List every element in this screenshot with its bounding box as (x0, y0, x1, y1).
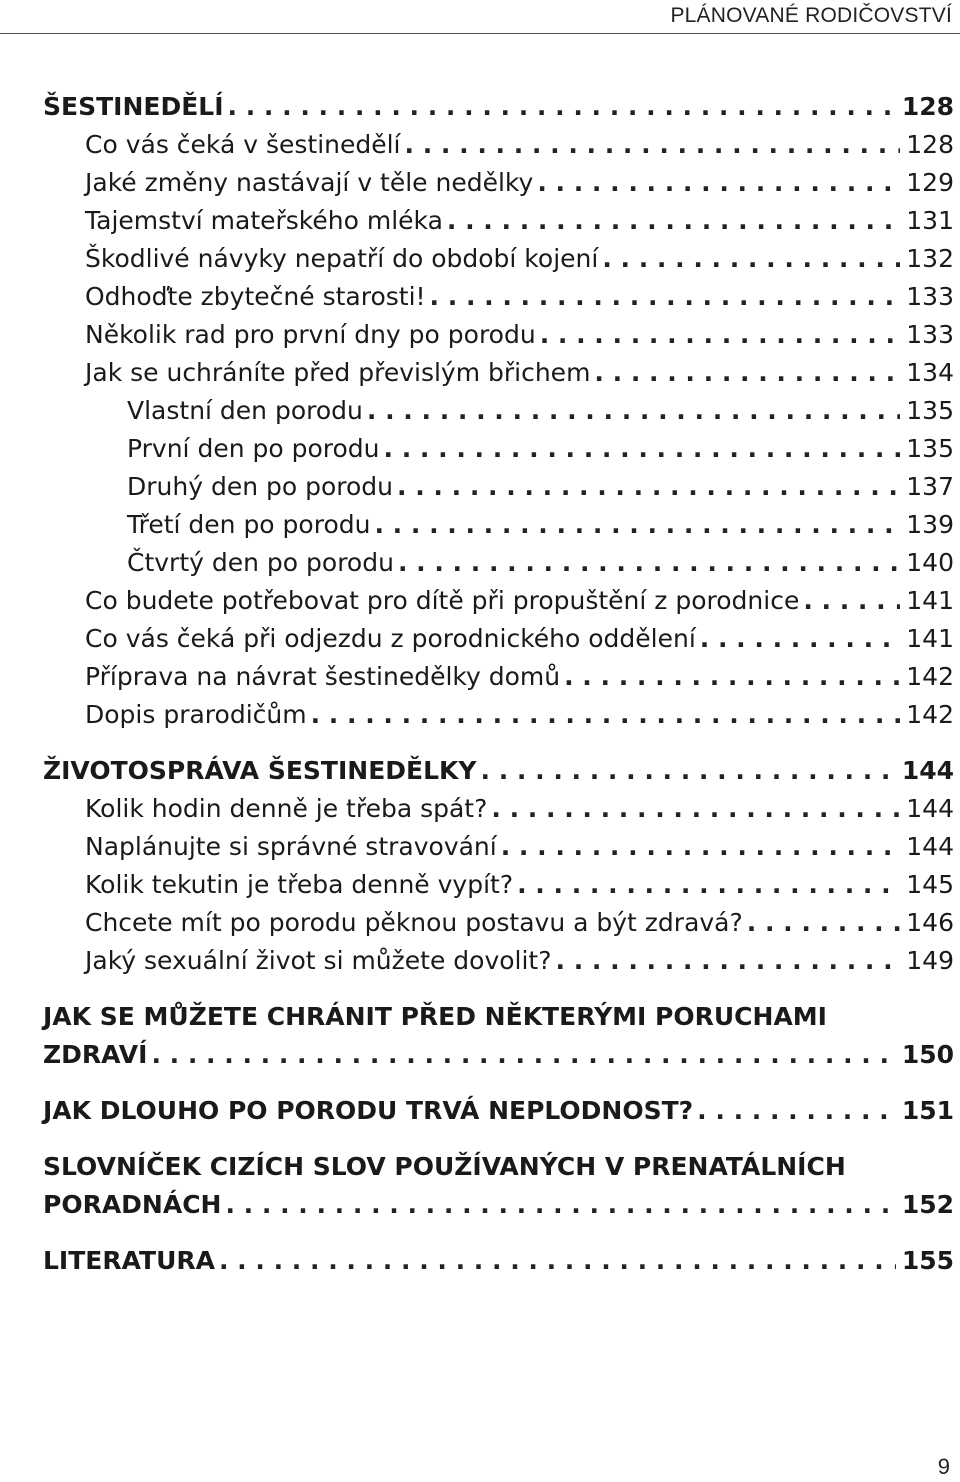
dot-leader (803, 582, 900, 620)
toc-page-number: 131 (906, 206, 954, 235)
toc-entry (0, 582, 960, 620)
toc-entry-title: Odhoďte zbytečné starosti! (85, 282, 426, 311)
toc-entry-title: Třetí den po porodu (127, 510, 371, 539)
toc-page-number: 135 (906, 434, 954, 463)
toc-entry (0, 658, 960, 696)
toc-subentry (0, 392, 960, 430)
toc-entry (0, 696, 960, 734)
toc-page-number: 142 (906, 662, 954, 691)
toc-section-title-line1: JAK SE MŮŽETE CHRÁNIT PŘED NĚKTERÝMI PORUCHAMI (43, 1002, 827, 1031)
toc-page-number: 146 (906, 908, 954, 937)
toc-section-title-block (43, 1148, 954, 1224)
toc-entry-title: Co vás čeká v šestinedělí (85, 130, 401, 159)
toc-page-number: 128 (906, 130, 954, 159)
toc-section-title-line2-row (43, 1186, 954, 1224)
dot-leader (151, 1036, 895, 1074)
toc-page-number: 137 (906, 472, 954, 501)
dot-leader (430, 278, 901, 316)
table-of-contents (0, 88, 960, 1280)
toc-entry-title: Co vás čeká při odjezdu z porodnického oddělení (85, 624, 696, 653)
toc-section-title-line2: PORADNÁCH (43, 1190, 222, 1219)
toc-entry-title: Několik rad pro první dny po porodu (85, 320, 536, 349)
toc-subentry (0, 430, 960, 468)
toc-entry (0, 316, 960, 354)
dot-leader (228, 88, 896, 126)
toc-page-number: 141 (906, 586, 954, 615)
header-rule (0, 33, 960, 34)
dot-leader (374, 506, 900, 544)
toc-entry-title: Jak se uchráníte před převislým břichem (85, 358, 591, 387)
toc-section-heading (0, 1242, 960, 1280)
toc-page-number: 133 (906, 282, 954, 311)
dot-leader (225, 1186, 895, 1224)
toc-entry (0, 240, 960, 278)
toc-section-title-line1: SLOVNÍČEK CIZÍCH SLOV POUŽÍVANÝCH V PRENATÁLNÍCH (43, 1152, 846, 1181)
toc-page-number: 144 (906, 794, 954, 823)
dot-leader (311, 696, 901, 734)
toc-entry (0, 202, 960, 240)
toc-subentry (0, 468, 960, 506)
toc-section-title-line2: ZDRAVÍ (43, 1040, 148, 1069)
dot-leader (481, 752, 896, 790)
toc-page-number: 133 (906, 320, 954, 349)
toc-section-title: JAK DLOUHO PO PORODU TRVÁ NEPLODNOST? (43, 1096, 694, 1125)
toc-entry-title: Kolik tekutin je třeba denně vypít? (85, 870, 514, 899)
dot-leader (594, 354, 900, 392)
toc-section-heading (0, 1148, 960, 1224)
toc-entry (0, 354, 960, 392)
dot-leader (697, 1092, 896, 1130)
dot-leader (405, 126, 901, 164)
toc-page-number: 141 (906, 624, 954, 653)
toc-page-number: 132 (906, 244, 954, 273)
dot-leader (564, 658, 900, 696)
toc-section-heading (0, 752, 960, 790)
toc-entry (0, 904, 960, 942)
toc-entry-title: První den po porodu (127, 434, 380, 463)
dot-leader (398, 544, 900, 582)
toc-entry (0, 278, 960, 316)
toc-page-number: 150 (901, 1040, 954, 1069)
toc-page-number: 145 (906, 870, 954, 899)
toc-page-number: 144 (906, 832, 954, 861)
toc-entry (0, 828, 960, 866)
dot-leader (367, 392, 900, 430)
toc-entry-title: Škodlivé návyky nepatří do období kojení (85, 244, 599, 273)
toc-entry-title: Tajemství mateřského mléka (85, 206, 443, 235)
toc-page-number: 128 (901, 92, 954, 121)
toc-section-title: LITERATURA (43, 1246, 215, 1275)
toc-entry-title: Dopis prarodičům (85, 700, 307, 729)
dot-leader (537, 164, 900, 202)
toc-entry (0, 790, 960, 828)
toc-entry-title: Vlastní den porodu (127, 396, 363, 425)
toc-entry-title: Jaké změny nastávají v těle nedělky (85, 168, 534, 197)
toc-entry-title: Druhý den po porodu (127, 472, 394, 501)
toc-entry-title: Naplánujte si správné stravování (85, 832, 497, 861)
toc-section-title: ŽIVOTOSPRÁVA ŠESTINEDĚLKY (43, 756, 477, 785)
dot-leader (747, 904, 901, 942)
toc-entry-title: Jaký sexuální život si můžete dovolit? (85, 946, 552, 975)
toc-page-number: 134 (906, 358, 954, 387)
dot-leader (384, 430, 901, 468)
toc-page-number: 151 (901, 1096, 954, 1125)
dot-leader (700, 620, 901, 658)
toc-entry-title: Příprava na návrat šestinedělky domů (85, 662, 561, 691)
toc-section-title-line2-row (43, 1036, 954, 1074)
toc-entry-title: Kolik hodin denně je třeba spát? (85, 794, 488, 823)
toc-page-number: 129 (906, 168, 954, 197)
toc-page-number: 155 (901, 1246, 954, 1275)
toc-page-number: 140 (906, 548, 954, 577)
dot-leader (397, 468, 900, 506)
toc-page-number: 135 (906, 396, 954, 425)
toc-entry (0, 620, 960, 658)
running-header: PLÁNOVANÉ RODIČOVSTVÍ (670, 4, 952, 27)
toc-section-heading (0, 998, 960, 1074)
toc-page-number: 139 (906, 510, 954, 539)
dot-leader (517, 866, 900, 904)
dot-leader (556, 942, 901, 980)
page-number: 9 (937, 1454, 950, 1479)
toc-section-heading (0, 1092, 960, 1130)
dot-leader (501, 828, 901, 866)
toc-page-number: 142 (906, 700, 954, 729)
toc-page-number: 149 (906, 946, 954, 975)
toc-page-number: 144 (901, 756, 954, 785)
toc-entry-title: Chcete mít po porodu pěknou postavu a být zdravá? (85, 908, 743, 937)
dot-leader (540, 316, 901, 354)
toc-section-heading (0, 88, 960, 126)
toc-entry-title: Čtvrtý den po porodu (127, 548, 394, 577)
toc-entry (0, 126, 960, 164)
dot-leader (491, 790, 900, 828)
toc-section-title: ŠESTINEDĚLÍ (43, 92, 224, 121)
dot-leader (602, 240, 900, 278)
toc-section-title-block (43, 998, 954, 1074)
toc-subentry (0, 506, 960, 544)
toc-page-number: 152 (901, 1190, 954, 1219)
toc-entry-title: Co budete potřebovat pro dítě při propuštění z porodnice (85, 586, 800, 615)
dot-leader (219, 1242, 896, 1280)
toc-entry (0, 164, 960, 202)
toc-subentry (0, 544, 960, 582)
toc-entry (0, 942, 960, 980)
dot-leader (447, 202, 900, 240)
toc-entry (0, 866, 960, 904)
